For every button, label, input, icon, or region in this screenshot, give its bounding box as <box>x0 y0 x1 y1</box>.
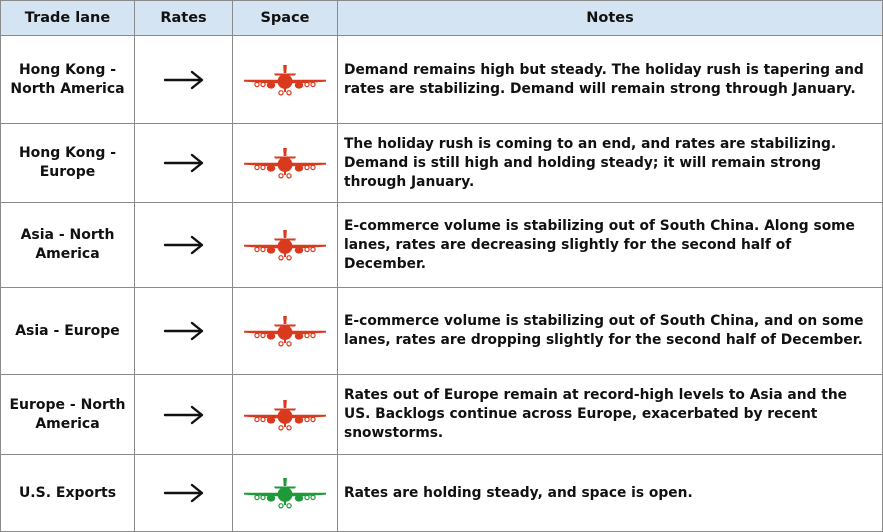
airplane-icon <box>242 399 328 431</box>
airplane-icon <box>242 477 328 509</box>
table-row <box>1 288 883 375</box>
space-cell <box>233 288 338 375</box>
right-arrow-icon <box>162 404 206 426</box>
notes-cell: E-commerce volume is stabilizing out of South China, and on some lanes, rates are dropping slightly for the second half of December. <box>338 288 883 375</box>
header-row <box>1 1 883 36</box>
table-row <box>1 203 883 288</box>
right-arrow-icon <box>162 482 206 504</box>
airplane-icon <box>242 229 328 261</box>
rates-cell <box>135 124 233 203</box>
notes-cell: E-commerce volume is stabilizing out of South China. Along some lanes, rates are decreasing slightly for the second half of December. <box>338 203 883 288</box>
header-trade-lane: Trade lane <box>1 1 135 36</box>
header-rates: Rates <box>135 1 233 36</box>
space-cell <box>233 455 338 532</box>
space-cell <box>233 203 338 288</box>
airplane-icon <box>242 64 328 96</box>
rates-cell <box>135 288 233 375</box>
space-cell <box>233 375 338 455</box>
right-arrow-icon <box>162 152 206 174</box>
header-notes: Notes <box>338 1 883 36</box>
trade-lane-cell: U.S. Exports <box>1 455 135 532</box>
trade-lane-cell: Europe - North America <box>1 375 135 455</box>
rates-cell <box>135 36 233 124</box>
trade-lane-cell: Asia - North America <box>1 203 135 288</box>
rates-cell <box>135 375 233 455</box>
notes-cell: The holiday rush is coming to an end, and rates are stabilizing. Demand is still high and holding steady; it will remain strong through January. <box>338 124 883 203</box>
header-space: Space <box>233 1 338 36</box>
trade-lane-cell: Hong Kong - North America <box>1 36 135 124</box>
space-cell <box>233 124 338 203</box>
table-row <box>1 375 883 455</box>
table-row <box>1 36 883 124</box>
space-cell <box>233 36 338 124</box>
notes-cell: Demand remains high but steady. The holiday rush is tapering and rates are stabilizing. Demand will remain strong through January. <box>338 36 883 124</box>
notes-cell: Rates are holding steady, and space is open. <box>338 455 883 532</box>
right-arrow-icon <box>162 320 206 342</box>
rates-cell <box>135 455 233 532</box>
table-row <box>1 124 883 203</box>
table-row <box>1 455 883 532</box>
notes-cell: Rates out of Europe remain at record-high levels to Asia and the US. Backlogs continue across Europe, exacerbated by recent snowstorms. <box>338 375 883 455</box>
airplane-icon <box>242 315 328 347</box>
right-arrow-icon <box>162 234 206 256</box>
trade-lane-cell: Hong Kong - Europe <box>1 124 135 203</box>
airplane-icon <box>242 147 328 179</box>
trade-lane-cell: Asia - Europe <box>1 288 135 375</box>
right-arrow-icon <box>162 69 206 91</box>
rates-cell <box>135 203 233 288</box>
